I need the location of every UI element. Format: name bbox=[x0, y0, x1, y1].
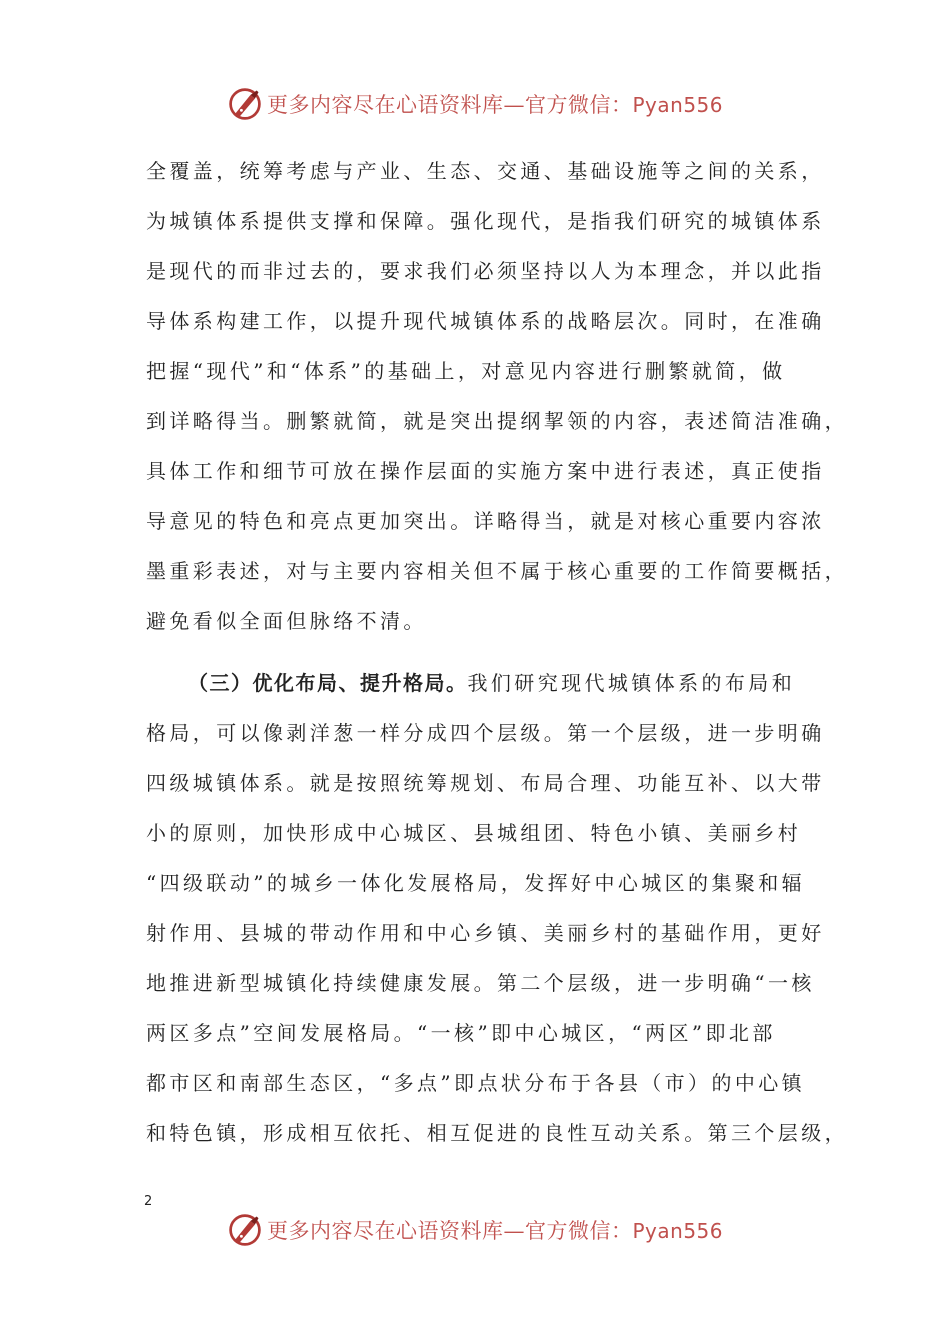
text-line: 格局，可以像剥洋葱一样分成四个层级。第一个层级，进一步明确 bbox=[146, 721, 825, 745]
banner-text bbox=[267, 1215, 723, 1245]
text-line: 避免看似全面但脉络不清。 bbox=[146, 609, 427, 633]
banner-text-cn: 更多内容尽在心语资料库—官方微信： bbox=[266, 1219, 633, 1243]
text-line-first bbox=[146, 658, 824, 708]
text-line: 把握“现代”和“体系”的基础上，对意见内容进行删繁就简，做 bbox=[146, 359, 786, 383]
banner-text bbox=[267, 89, 723, 119]
text-line: 导体系构建工作，以提升现代城镇体系的战略层次。同时，在准确 bbox=[146, 309, 825, 333]
text-line: 墨重彩表述，对与主要内容相关但不属于核心重要的工作简要概括， bbox=[146, 559, 848, 583]
text-line: 射作用、县城的带动作用和中心乡镇、美丽乡村的基础作用，更好 bbox=[146, 921, 825, 945]
footer-banner bbox=[0, 1208, 950, 1252]
text-line: 地推进新型城镇化持续健康发展。第二个层级，进一步明确“一核 bbox=[146, 971, 815, 995]
paragraph-2 bbox=[146, 658, 848, 1158]
pen-nib-logo-icon bbox=[227, 1212, 263, 1248]
section-heading: （三）优化布局、提升格局。 bbox=[188, 671, 468, 695]
paragraph-spacer bbox=[146, 646, 824, 658]
banner-text-cn: 更多内容尽在心语资料库—官方微信： bbox=[266, 93, 633, 117]
text-line: “四级联动”的城乡一体化发展格局，发挥好中心城区的集聚和辐 bbox=[146, 871, 806, 895]
text-line: 都市区和南部生态区，“多点”即点状分布于各县（市）的中心镇 bbox=[146, 1071, 806, 1095]
text-line: 和特色镇，形成相互依托、相互促进的良性互动关系。第三个层级， bbox=[146, 1121, 848, 1145]
text-line: 全覆盖，统筹考虑与产业、生态、交通、基础设施等之间的关系， bbox=[146, 159, 825, 183]
text-line: 小的原则，加快形成中心城区、县城组团、特色小镇、美丽乡村 bbox=[146, 821, 802, 845]
paragraph-1 bbox=[146, 146, 848, 646]
text-line: 导意见的特色和亮点更加突出。详略得当，就是对核心重要内容浓 bbox=[146, 509, 825, 533]
text-line: 四级城镇体系。就是按照统筹规划、布局合理、功能互补、以大带 bbox=[146, 771, 825, 795]
text-run: 我们研究现代城镇体系的布局和 bbox=[467, 671, 796, 695]
pen-nib-logo-icon bbox=[227, 86, 263, 122]
banner-wechat-id: Pyan556 bbox=[632, 93, 723, 117]
header-banner bbox=[0, 82, 950, 126]
text-line: 是现代的而非过去的，要求我们必须坚持以人为本理念，并以此指 bbox=[146, 259, 825, 283]
document-body bbox=[146, 146, 848, 1158]
text-line: 具体工作和细节可放在操作层面的实施方案中进行表述，真正使指 bbox=[146, 459, 825, 483]
text-line: 到详略得当。删繁就简，就是突出提纲挈领的内容，表述简洁准确， bbox=[146, 409, 848, 433]
page-number: 2 bbox=[144, 1194, 153, 1209]
text-line: 为城镇体系提供支撑和保障。强化现代，是指我们研究的城镇体系 bbox=[146, 209, 825, 233]
text-line: 两区多点”空间发展格局。“一核”即中心城区，“两区”即北部 bbox=[146, 1021, 776, 1045]
banner-wechat-id: Pyan556 bbox=[632, 1219, 723, 1243]
